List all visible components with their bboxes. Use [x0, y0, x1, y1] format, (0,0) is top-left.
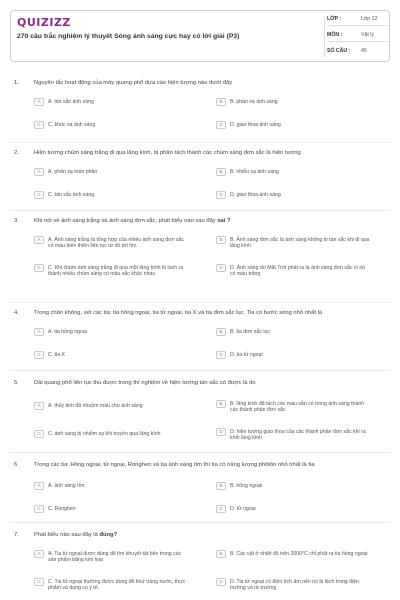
meta-count-value: 45 — [361, 48, 367, 54]
question-divider — [10, 142, 390, 143]
option-letter-box: B — [216, 236, 226, 244]
option-letter-box: C — [34, 505, 44, 513]
option-text: C. tán sắc ánh sáng — [48, 191, 95, 198]
question-divider — [10, 210, 390, 211]
option-letter-box: C — [34, 191, 44, 199]
option-text: B. lăng kính đã tách các màu sẵn có trong ánh sáng thành các thành phần đơn sắc — [230, 400, 365, 413]
option-letter-box: A — [34, 482, 44, 490]
option-text: B. Ánh sáng đơn sắc là ánh sáng không bị tán sắc khi đi qua lăng kính — [230, 236, 370, 249]
option-letter-box: A — [34, 550, 44, 558]
meta-subject-label: MÔN : — [327, 32, 343, 38]
option-text: D. Ánh sáng do Mặt Trời phát ra là ánh sáng đơn sắc vì nó có màu trắng — [230, 264, 366, 277]
page-title: 270 câu trắc nghiệm lý thuyết Sóng ánh sáng cực hay có lời giải (P3) — [17, 33, 240, 40]
option-text: D. hiện tượng giao thoa của các thành phần đơn sắc khi ra khỏi lăng kính — [230, 428, 366, 441]
question-number: 5. — [14, 380, 19, 386]
option-letter-box: A — [34, 236, 44, 244]
option-text: C. Tia tử ngoại thường được dùng để khử trùng nước, thực phẩm và dụng cụ y tế. — [48, 578, 186, 591]
meta-count-label: SỐ CÂU : — [327, 48, 351, 54]
question-text: Khi nói về ánh sáng trắng và ánh sáng đơn sắc, phát biểu nào sau đây sai ? — [34, 218, 231, 224]
option-letter-box: D — [216, 264, 226, 272]
document-header — [10, 10, 390, 62]
question-number: 4. — [14, 310, 19, 316]
option-letter-box: C — [34, 264, 44, 272]
option-letter-box: B — [216, 168, 226, 176]
option-letter-box: C — [34, 351, 44, 359]
header-divider — [324, 17, 325, 57]
question-text: Hiện tượng chùm sáng trắng đi qua lăng kính, bị phân tách thành các chùm sáng đơn sắc là hiện tượng — [34, 150, 301, 156]
option-letter-box: C — [34, 578, 44, 586]
question-divider — [10, 302, 390, 303]
option-letter-box: D — [216, 428, 226, 436]
option-letter-box: A — [34, 98, 44, 106]
question-number: 1. — [14, 80, 19, 86]
question-number: 6. — [14, 462, 19, 468]
option-letter-box: B — [216, 98, 226, 106]
question-text: Nguyên tắc hoạt động của máy quang phổ dựa vào hiện tượng nào dưới đây — [34, 80, 233, 86]
option-text: D. giao thoa ánh sáng — [230, 191, 281, 198]
question-text: Trong chân không, xét các tia: tia hồng ngoại, tia tử ngoại, tia X và tia đơn sắc lục. Tia có bước sóng nhỏ nhất là — [34, 310, 323, 316]
option-text: A. Tia tử ngoại được dùng để tìm khuyết tật bên trong các sản phẩm bằng kim loại — [48, 550, 182, 563]
option-letter-box: C — [34, 430, 44, 438]
option-text: B. Các vật ở nhiệt độ trên 2000°C chỉ phát ra tia hồng ngoại — [230, 550, 368, 557]
option-text: D. tia tử ngoại — [230, 351, 263, 358]
option-text: A. thủy tinh đã nhuộm màu cho ánh sáng — [48, 402, 143, 409]
option-letter-box: B — [216, 550, 226, 558]
question-divider — [10, 370, 390, 371]
question-number: 7. — [14, 532, 19, 538]
option-text: D. Tia tử ngoại có điện tích âm nên nó bị lệch trong điện trường và từ trường — [230, 578, 359, 591]
option-text: A. Ánh sáng trắng là tổng hợp của nhiều ánh sáng đơn sắc có màu biến thiên liên tục từ đỏ tới tím — [48, 236, 185, 249]
option-text: A. tia hồng ngoại — [48, 328, 87, 335]
quizizz-logo: QUIZIZZ — [17, 16, 71, 29]
option-text: A. phản xạ toàn phần — [48, 168, 98, 175]
option-letter-box: A — [34, 168, 44, 176]
option-text: C. ánh sáng bị nhiễm xạ khi truyền qua lăng kính — [48, 430, 161, 437]
meta-subject-value: Vật lý — [361, 32, 374, 38]
question-text: Trong các tia: Hồng ngoại, tử ngoại, Ronghen và tia ánh sáng tím thì tia có năng lượng phôtôn nhỏ nhất là tia — [34, 462, 315, 468]
question-divider — [10, 452, 390, 453]
question-divider — [10, 522, 390, 523]
option-text: B. phản xạ ánh sáng — [230, 98, 278, 105]
meta-divider — [327, 25, 387, 26]
option-letter-box: A — [34, 402, 44, 410]
question-number: 3. — [14, 218, 19, 224]
option-letter-box: B — [216, 328, 226, 336]
option-text: C. tia X — [48, 351, 66, 358]
option-letter-box: D — [216, 505, 226, 513]
option-letter-box: B — [216, 482, 226, 490]
option-text: D. giao thoa ánh sáng — [230, 121, 281, 128]
question-number: 2. — [14, 150, 19, 156]
option-text: C. Ronghen — [48, 505, 76, 512]
question-text: Phát biểu nào sau đây là đúng? — [34, 532, 118, 538]
option-letter-box: D — [216, 121, 226, 129]
option-letter-box: D — [216, 191, 226, 199]
option-text: B. nhiễu xạ ánh sáng — [230, 168, 279, 175]
meta-divider — [327, 41, 387, 42]
option-text: A. ánh sáng tím. — [48, 482, 86, 489]
option-letter-box: A — [34, 328, 44, 336]
option-text: A. tán sắc ánh sáng — [48, 98, 94, 105]
meta-grade-label: LỚP : — [327, 16, 342, 22]
option-text: B. hồng ngoại — [230, 482, 263, 489]
option-letter-box: D — [216, 351, 226, 359]
option-text: C. Khi chùm ánh sáng trắng đi qua một lăng kính bị tách ra thành nhiều chùm sáng có màu sắc khác nhau — [48, 264, 184, 277]
question-text: Dải quang phổ liên tục thu được trong thí nghiệm về hiện tượng tán sắc có được là do — [34, 380, 256, 386]
option-text: C. khúc xạ ánh sáng — [48, 121, 96, 128]
option-letter-box: B — [216, 400, 226, 408]
meta-grade-value: Lớp 12 — [361, 16, 378, 22]
option-text: D. tử ngoại — [230, 505, 256, 512]
option-letter-box: D — [216, 578, 226, 586]
option-text: B. tia đơn sắc lục — [230, 328, 271, 335]
option-letter-box: C — [34, 121, 44, 129]
